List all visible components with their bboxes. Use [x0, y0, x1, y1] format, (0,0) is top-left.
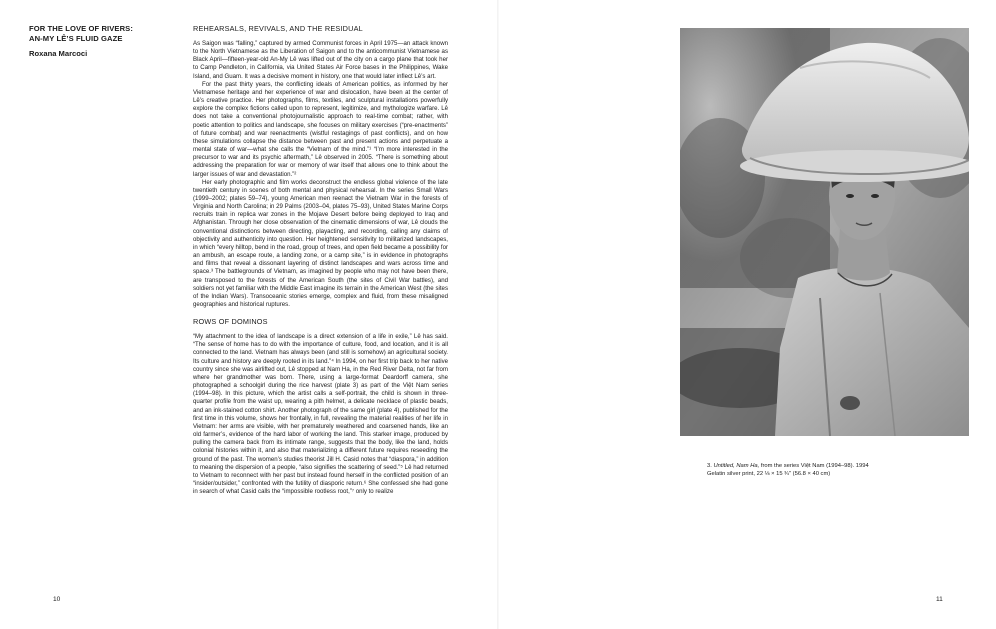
essay-title-line-2: AN-MY LÊ’S FLUID GAZE — [29, 33, 123, 43]
plate-caption — [707, 463, 907, 478]
page-gutter — [497, 0, 499, 629]
plate-photograph — [680, 28, 969, 436]
caption-details: from the series Việt Nam (1994–98). 1994 — [759, 463, 869, 469]
paragraph: Her early photographic and film works deconstruct the endless global violence of the late twentieth century in scenes of both mental and physical rehearsal. In the series Small Wars (1999–2002; plates 59–74), young American men reenact the Vietnam War in the forests of Virginia and North Carolina; in 29 Palms (2003–04, plates 75–93), United States Marine Corps recruits train in replica war zones in the Mojave Desert before being deployed to Iraq and Afghanistan. Through her close observation of the cinematic dimensions of war, Lê clouds the conventional distinctions between directing, playacting, and recording, calling any claims of objectivity and authenticity into question. Her heightened sensitivity to militarized landscapes, in which “every hilltop, bend in the road, group of trees, and open field became a possibility for an ambush, an escape route, a landing zone, or a camp site,” is in evidence in photographs and films that reveal a dissonant layering of distinct landscapes and wars across time and space.³ The battlegrounds of Vietnam, as imagined by people who may not have been there, are transposed to the forests of the American South (the sites of Civil War battles), and soldiers not yet familiar with the Middle East imagine its terrain in the American West (the sites of the Indian Wars). Transoceanic stories emerge, complex and fluid, from these misaligned geographies and historical ruptures. — [193, 178, 448, 308]
caption-title: Untitled, Nam Ha, — [713, 463, 760, 469]
essay-title — [29, 24, 169, 43]
caption-line-2: Gelatin silver print, 22 ⅛ × 15 ¾" (56.8 × 40 cm) — [707, 470, 831, 477]
page-number-right: 11 — [936, 596, 943, 603]
essay-title-line-1: FOR THE LOVE OF RIVERS: — [29, 24, 133, 33]
caption-number: 3. — [707, 463, 712, 469]
author-name: Roxana Marcoci — [29, 49, 88, 59]
section-heading-rehearsals: REHEARSALS, REVIVALS, AND THE RESIDUAL — [193, 24, 363, 33]
essay-body-column — [193, 24, 448, 569]
section-heading-rows-of-dominos: ROWS OF DOMINOS — [193, 317, 268, 327]
caption-line-1 — [707, 463, 907, 471]
page-number-left: 10 — [53, 596, 61, 603]
paragraph: “My attachment to the idea of landscape is a direct extension of a life in exile,” Lê has said. “The sense of home has to do with the importance of culture, food, and location, and it is all connected to the land. Vietnam has always been (and still is somehow) an agricultural society. Its culture and history are deeply rooted in its land.”⁴ In 1994, on her first trip back to her native country since she was airlifted out, Lê stopped at Nam Ha, in the Red River Delta, not far from where her grandmother was born. There, using a large-format Deardorff camera, she photographed a schoolgirl during the rice harvest (plate 3) as part of the Việt Nam series (1994–98). In this picture, which the artist calls a self-portrait, the child is shown in three-quarter profile from the waist up, wearing a pith helmet, a delicate necklace of plastic beads, and an ink-stained cotton shirt. Another photograph of the same girl (plate 4), published for the first time in this volume, shows her frontally, in full, revealing the material realities of her life in Vietnam: her arms are visible, with her prematurely weathered and coarsened hands, like an old farmer’s, evidence of the hard labor of working the land. This starker image, produced by pulling the camera back from its intimate range, suggests that the body, like the land, holds colonial histories within it, and also that materializing a different future requires reseeding the ground of the past. The women’s studies theorist Jill H. Casid notes that “diaspora,” in addition to meaning the dispersion of a people, “also signifies the scattering of seed.”⁵ Lê had returned to Vietnam to reconnect with her past but instead found herself in the conflicted position of an “insider/outsider,” confronted with the futility of diasporic return.⁶ She confessed she had gone in search of what Casid calls the “impossible rootless root,”⁷ only to realize — [193, 333, 448, 496]
paragraph: As Saigon was “falling,” captured by armed Communist forces in April 1975—an attack known to the North Vietnamese as the Liberation of Saigon and to the anticommunist Vietnamese as Black April—fifteen-year-old An-My Lê was lifted out of the city on a cargo plane that took her to Camp Pendleton, in California, via United States Air Force bases in the Philippines, Wake Island, and Guam. It was a decisive moment in history, one that would later inflect Lê’s art. — [193, 40, 448, 80]
paragraph: For the past thirty years, the conflicting ideals of American politics, as informed by her Vietnamese heritage and her experience of war and dislocation, have been at the center of Lê’s creative practice. Her photographs, films, textiles, and sculptural installations powerfully explore the complex fictions called upon to represent, legitimize, and mythologize warfare. Lê does not take a conventional photojournalistic approach to real-time combat; rather, with poetic attention to politics and landscape, she focuses on military exercises (“pre-enactments” of future combat) and war reenactments (wistful restagings of past conflicts), and on how these simulations collapse the distance between past and present actions and perpetuate a mental state of war—what she calls the “Vietnam of the mind.”¹ “I’m more interested in the precursor to war and its psychic aftermath,” Lê observed in 2005. “There is something about addressing the preparation for war or memory of war itself that allows one to think about the larger issues of war and devastation.”² — [193, 80, 448, 178]
portrait-photo-illustration — [680, 28, 969, 436]
essay-title-block — [29, 24, 169, 58]
